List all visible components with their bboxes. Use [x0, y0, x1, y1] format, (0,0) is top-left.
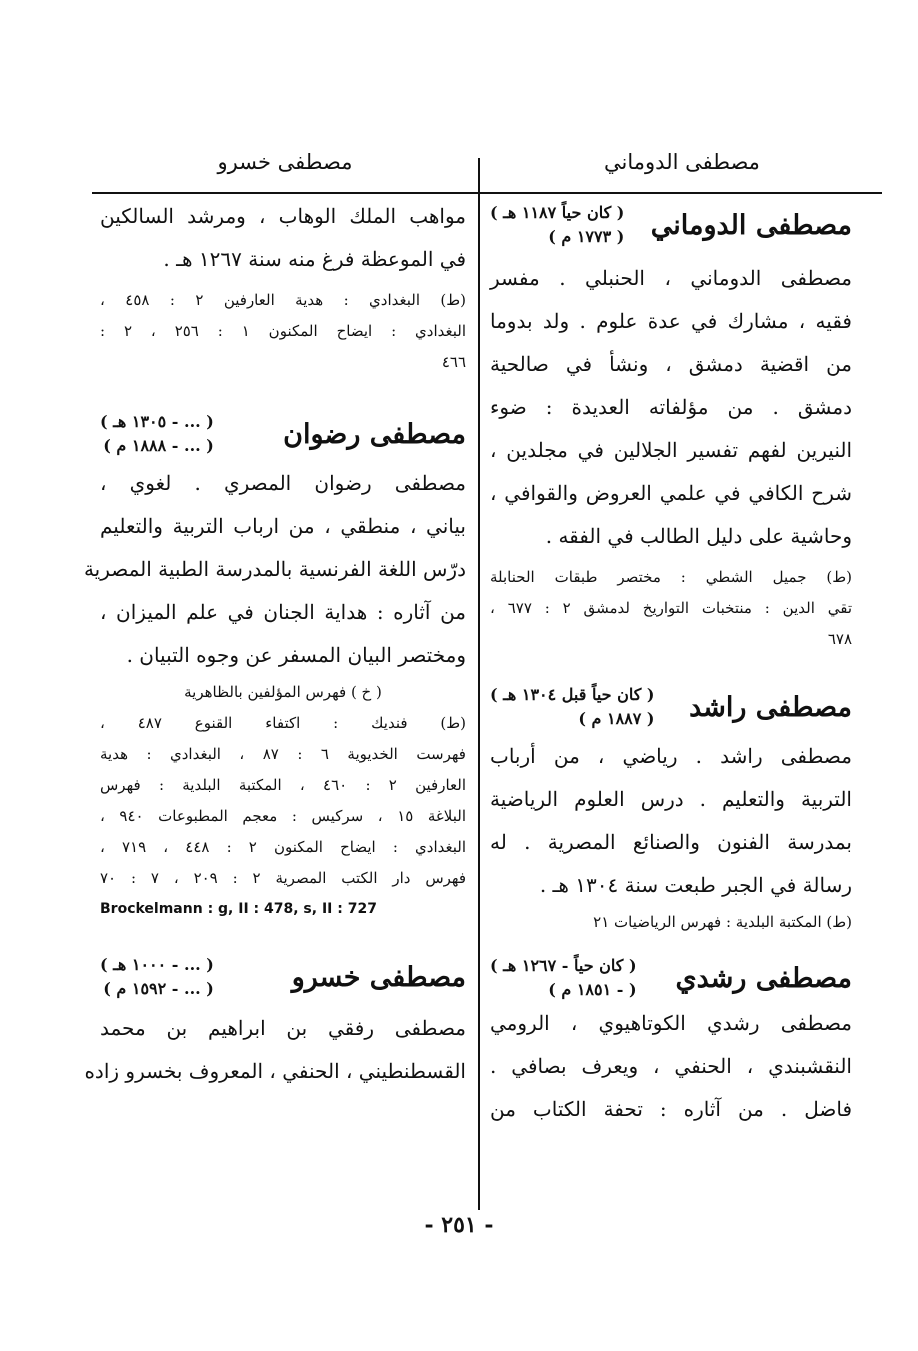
- reference-line: العارفين ٢ : ٤٦٠ ، المكتبة البلدية : فهرس: [100, 776, 467, 794]
- running-header-right: مصطفى الدوماني: [604, 150, 760, 174]
- hijri-date: ( كان حياً ١١٨٧ هـ ): [490, 203, 625, 222]
- body-line: النقشبندي ، الحنفي ، ويعرف بصافي .: [490, 1054, 852, 1078]
- body-line: التربية والتعليم . درس العلوم الرياضية: [490, 787, 852, 811]
- body-line: وحاشية على دليل الطالب في الفقه .: [545, 524, 852, 548]
- gregorian-date: ( ١٧٧٣ م ): [548, 227, 625, 246]
- gregorian-date: ( ... - ١٥٩٢ م ): [103, 979, 214, 998]
- reference-line: ٤٦٦: [441, 353, 466, 371]
- entry-dates: [490, 201, 624, 249]
- reference-line: تقي الدين : منتخبات التواريخ لدمشق ٢ : ٦٧٧ ،: [490, 599, 852, 617]
- hijri-date: ( ... - ١٣٠٥ هـ ): [100, 412, 214, 431]
- entry-dates: [100, 953, 214, 1001]
- header-rule: [92, 192, 882, 194]
- reference-line: البغدادي : ايضاح المكنون ١ : ٢٥٦ ، ٢ :: [100, 322, 466, 340]
- body-line: من اقضية دمشق ، ونشأ في صالحية: [490, 352, 852, 376]
- body-line: فقيه ، مشارك في عدة علوم . ولد بدوما: [490, 309, 852, 333]
- body-line: بمدرسة الفنون والصنائع المصرية . له: [490, 830, 852, 854]
- reference-line: (ط) المكتبة البلدية : فهرس الرياضيات ٢١: [593, 913, 852, 931]
- page-number: - ٢٥١ -: [424, 1212, 494, 1238]
- entry-name: مصطفى رضوان: [283, 418, 466, 450]
- body-line: في الموعظة فرغ منه سنة ١٢٦٧ هـ .: [163, 247, 466, 271]
- body-line: شرح الكافي في علمي العروض والقوافي ،: [490, 481, 852, 505]
- reference-line: البلاغة ١٥ ، سركيس : معجم المطبوعات ٩٤٠ ،: [100, 807, 466, 825]
- entry-dates: [100, 410, 214, 458]
- gregorian-date: ( - ١٨٥١ م ): [548, 980, 637, 999]
- body-line: مصطفى رفقي بن ابراهيم بن محمد: [100, 1016, 466, 1040]
- body-line: دمشق . من مؤلفاته العديدة : ضوء: [490, 395, 852, 419]
- entry-name: مصطفى رشدي: [675, 962, 852, 994]
- body-line: فاضل . من آثاره : تحفة الكتاب من: [490, 1097, 852, 1121]
- hijri-date: ( ... - ١٠٠٠ هـ ): [100, 955, 214, 974]
- entry-heading: [100, 410, 466, 458]
- body-line: مصطفى رضوان المصري . لغوي ،: [100, 471, 466, 495]
- reference-line: ٦٧٨: [827, 630, 852, 648]
- entry-name: مصطفى خسرو: [291, 961, 466, 993]
- gregorian-date: ( ١٨٨٧ م ): [578, 709, 655, 728]
- body-line: مصطفى راشد . رياضي ، من أرباب: [490, 744, 852, 768]
- right-column: [490, 195, 852, 1131]
- entry-name: مصطفى الدوماني: [650, 209, 852, 241]
- entry-dates: [490, 683, 655, 731]
- reference-line: البغدادي : ايضاح المكنون ٢ : ٤٤٨ ، ٧١٩ ،: [100, 838, 466, 856]
- body-line: مصطفى رشدي الكوتاهيوي ، الرومي: [490, 1011, 852, 1035]
- entry-heading: [490, 954, 852, 1002]
- body-line: رسالة في الجبر طبعت سنة ١٣٠٤ هـ .: [539, 873, 852, 897]
- entry-heading: [490, 683, 852, 731]
- column-divider: [478, 158, 480, 1210]
- entry-heading: [100, 953, 466, 1001]
- body-line: مصطفى الدوماني ، الحنبلي . مفسر: [490, 266, 852, 290]
- running-header-left: مصطفى خسرو: [217, 150, 353, 174]
- entry-heading: [490, 201, 852, 249]
- body-line: القسطنطيني ، الحنفي ، المعروف بخسرو زاده: [84, 1059, 466, 1083]
- hijri-date: ( كان حياً - ١٢٦٧ هـ ): [490, 956, 637, 975]
- reference-line: (ط) فنديك : اكتفاء القنوع ٤٨٧ ،: [100, 714, 466, 732]
- left-column: [83, 195, 467, 1093]
- reference-line: ( خ ) فهرس المؤلفين بالظاهرية: [184, 683, 382, 701]
- body-line: درّس اللغة الفرنسية بالمدرسة الطبية المصرية: [83, 557, 466, 581]
- reference-line: (ط) البغدادي : هدية العارفين ٢ : ٤٥٨ ،: [100, 291, 467, 309]
- reference-line: (ط) جميل الشطي : مختصر طبقات الحنابلة: [490, 568, 852, 586]
- body-line: بياني ، منطقي ، من ارباب التربية والتعليم: [100, 514, 466, 538]
- gregorian-date: ( ... - ١٨٨٨ م ): [103, 436, 214, 455]
- reference-line-latin: Brockelmann : g, II : 478, s, II : 727: [100, 901, 377, 917]
- entry-name: مصطفى راشد: [689, 691, 852, 723]
- reference-line: فهرس دار الكتب المصرية ٢ : ٢٠٩ ، ٧ : ٧٠: [100, 869, 467, 887]
- body-line: مواهب الملك الوهاب ، ومرشد السالكين: [100, 204, 466, 228]
- hijri-date: ( كان حياً قبل ١٣٠٤ هـ ): [490, 685, 655, 704]
- entry-dates: [490, 954, 637, 1002]
- body-line: من آثاره : هداية الجنان في علم الميزان ،: [100, 600, 466, 624]
- body-line: ومختصر البيان المسفر عن وجوه التبيان .: [126, 643, 466, 667]
- body-line: النيرين لفهم تفسير الجلالين في مجلدين ،: [490, 438, 852, 462]
- reference-line: فهرست الخديوية ٦ : ٨٧ ، البغدادي : هدية: [100, 745, 466, 763]
